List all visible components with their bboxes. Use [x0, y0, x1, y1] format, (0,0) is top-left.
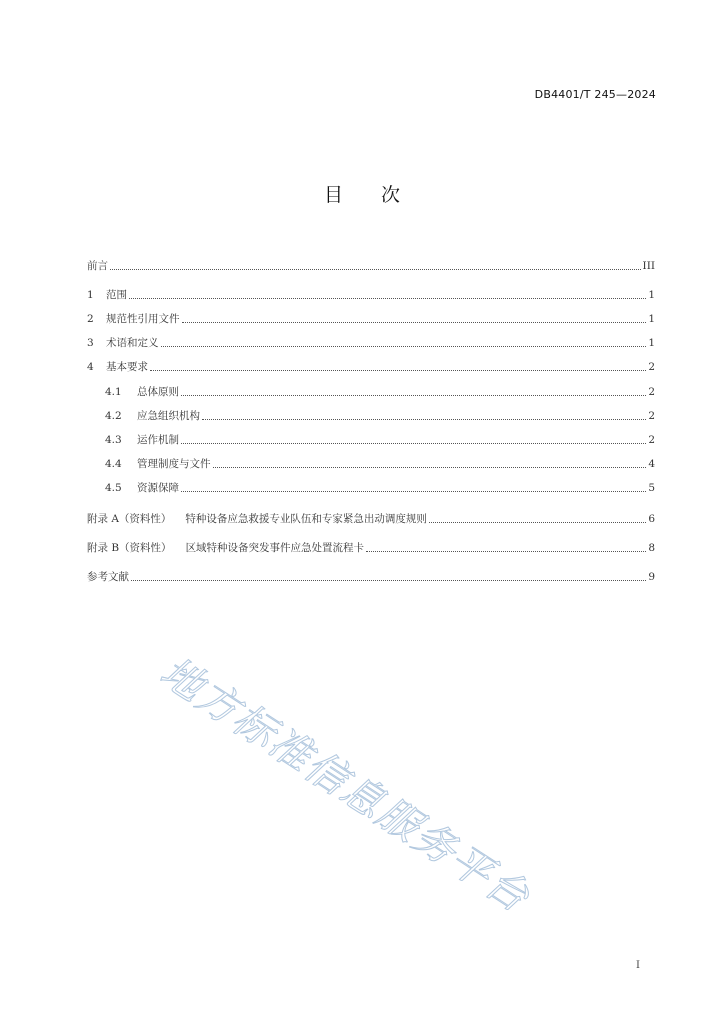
toc-entry-number: 4.1 [105, 386, 122, 398]
toc-entry-label: 前言 [87, 260, 108, 272]
toc-entry-page: 4 [648, 458, 655, 470]
toc-leader-dots [366, 550, 646, 552]
toc-entry-page: 2 [648, 410, 655, 422]
appendix-tag: 附录 B（资料性） [87, 542, 172, 554]
toc-entry-3[interactable] [87, 335, 655, 351]
toc-leader-dots [181, 394, 646, 396]
toc-entry-label: 运作机制 [137, 434, 179, 446]
toc-entry-page: 2 [648, 386, 655, 398]
toc-entry-label: 基本要求 [106, 361, 148, 373]
toc-entry-number: 4.3 [105, 434, 122, 446]
toc-entry-label: 规范性引用文件 [106, 313, 180, 325]
page-title [0, 180, 724, 207]
toc-entry-page: 5 [648, 482, 655, 494]
toc-entry-label: 参考文献 [87, 571, 129, 583]
toc-entry-4-1[interactable] [105, 384, 655, 400]
toc-leader-dots [131, 579, 646, 581]
toc-entry-4-4[interactable] [105, 456, 655, 472]
title-char-1: 目 [323, 184, 343, 206]
toc-entry-references[interactable] [87, 569, 655, 585]
toc-entry-number: 4.5 [105, 482, 122, 494]
toc-entry-label: 特种设备应急救援专业队伍和专家紧急出动调度规则 [185, 513, 427, 525]
toc-entry-2[interactable] [87, 311, 655, 327]
toc-entry-4-3[interactable] [105, 432, 655, 448]
toc-entry-number: 4 [87, 361, 94, 373]
toc-entry-4-2[interactable] [105, 408, 655, 424]
toc-leader-dots [150, 369, 646, 371]
toc-leader-dots [429, 521, 646, 523]
toc-entry-foreword[interactable] [87, 258, 655, 274]
toc-entry-appendix-a[interactable] [87, 511, 655, 527]
toc-leader-dots [181, 490, 646, 492]
toc-entry-number: 4.2 [105, 410, 122, 422]
toc-entry-page: 8 [648, 542, 655, 554]
toc-entry-4-5[interactable] [105, 480, 655, 496]
toc-entry-number: 3 [87, 337, 94, 349]
toc-entry-page: 1 [648, 337, 655, 349]
toc-entry-page: 1 [648, 313, 655, 325]
toc-entry-label: 术语和定义 [106, 337, 159, 349]
toc-entry-4[interactable] [87, 359, 655, 375]
toc-entry-label: 资源保障 [137, 482, 179, 494]
page-number: I [636, 960, 640, 971]
watermark-text: 地方标准信息服务平台 [151, 647, 539, 922]
toc-entry-label: 总体原则 [137, 386, 179, 398]
toc-entry-label: 范围 [106, 289, 127, 301]
toc-entry-number: 4.4 [105, 458, 122, 470]
toc-entry-page: 2 [648, 361, 655, 373]
appendix-tag: 附录 A（资料性） [87, 513, 172, 525]
toc-leader-dots [129, 297, 646, 299]
toc-entry-number: 1 [87, 289, 94, 301]
toc-leader-dots [161, 345, 647, 347]
toc-entry-number: 2 [87, 313, 94, 325]
toc-entry-page: 2 [648, 434, 655, 446]
toc-leader-dots [213, 466, 647, 468]
toc-entry-label: 区域特种设备突发事件应急处置流程卡 [185, 542, 365, 554]
document-code: DB4401/T 245—2024 [534, 88, 656, 101]
toc-entry-label: 管理制度与文件 [137, 458, 211, 470]
title-char-2: 次 [381, 184, 401, 206]
toc-entry-appendix-b[interactable] [87, 540, 655, 556]
toc-entry-page: 6 [648, 513, 655, 525]
toc-entry-page: 9 [648, 571, 655, 583]
toc-entry-page: 1 [648, 289, 655, 301]
toc-leader-dots [181, 442, 646, 444]
toc-entry-page: III [642, 260, 655, 272]
toc-entry-1[interactable] [87, 287, 655, 303]
toc-leader-dots [110, 268, 641, 270]
toc-leader-dots [202, 418, 646, 420]
toc-leader-dots [182, 321, 647, 323]
toc-entry-label: 应急组织机构 [137, 410, 200, 422]
